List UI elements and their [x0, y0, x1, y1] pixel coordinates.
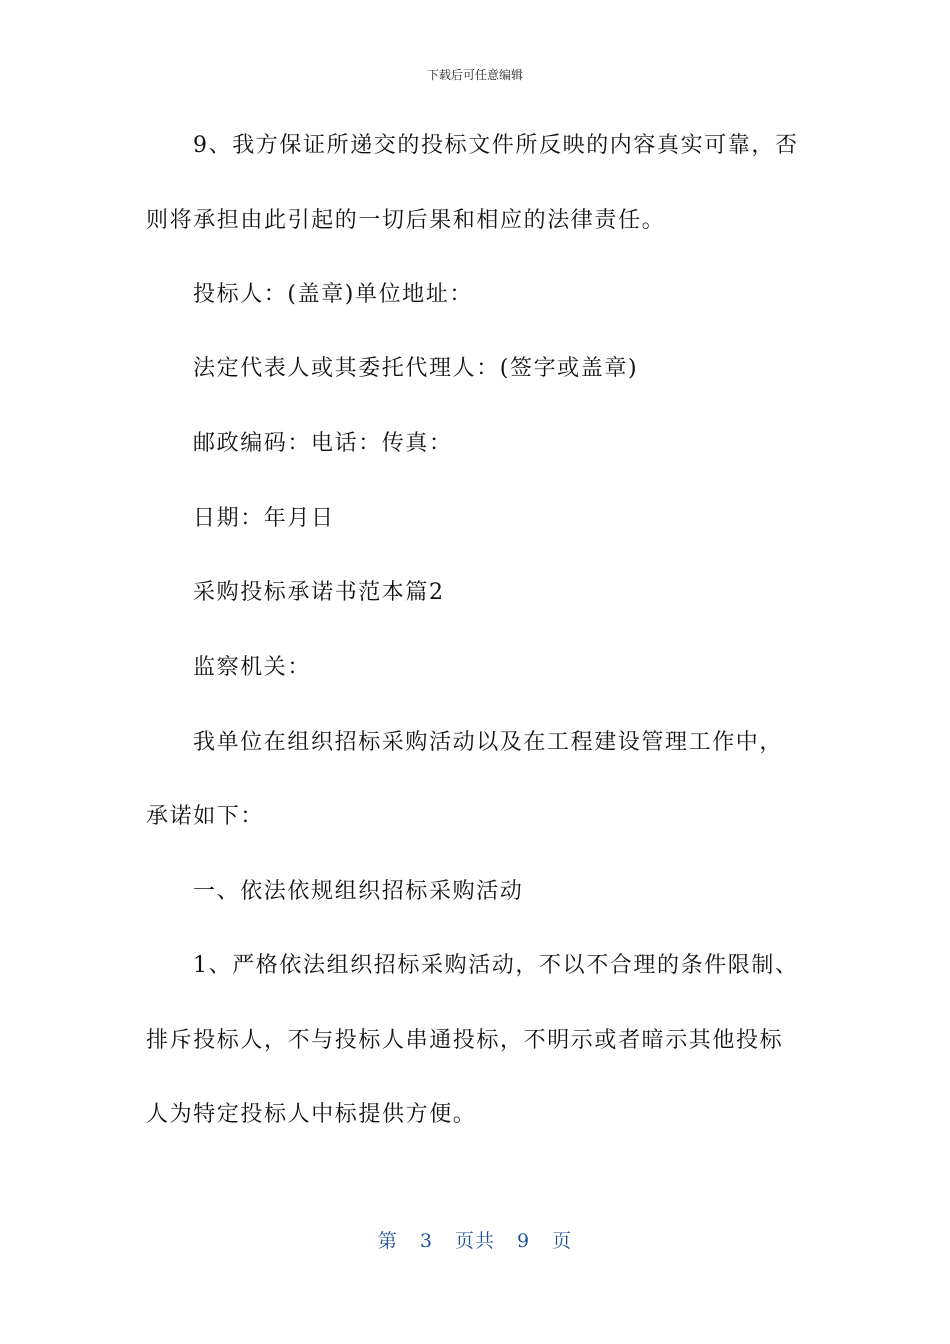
footer-prefix: 第 — [377, 1230, 398, 1252]
current-page-number: 3 — [419, 1230, 433, 1252]
paragraph-line: 人为特定投标人中标提供方便。 — [146, 1102, 477, 1127]
paragraph-line: 9、我方保证所递交的投标文件所反映的内容真实可靠，否 — [193, 133, 799, 158]
paragraph-line: 邮政编码：电话：传真： — [193, 431, 453, 456]
paragraph-line: 承诺如下： — [146, 804, 265, 829]
total-pages-number: 9 — [517, 1230, 531, 1252]
paragraph-line: 日期：年月日 — [193, 506, 335, 531]
paragraph-line: 法定代表人或其委托代理人：(签字或盖章) — [193, 356, 639, 381]
footer-suffix: 页 — [552, 1230, 573, 1252]
section-heading: 采购投标承诺书范本篇2 — [193, 580, 445, 605]
paragraph-line: 监察机关： — [193, 655, 312, 680]
page-header: 下载后可任意编辑 — [426, 68, 523, 82]
paragraph-line: 排斥投标人，不与投标人串通投标，不明示或者暗示其他投标 — [146, 1028, 784, 1053]
footer-middle: 页共 — [454, 1230, 495, 1252]
paragraph-line: 则将承担由此引起的一切后果和相应的法律责任。 — [146, 208, 666, 233]
paragraph-line: 一、依法依规组织招标采购活动 — [193, 879, 524, 904]
paragraph-line: 1、严格依法组织招标采购活动，不以不合理的条件限制、 — [193, 953, 799, 978]
paragraph-line: 我单位在组织招标采购活动以及在工程建设管理工作中， — [193, 730, 784, 755]
page-footer — [0, 1226, 950, 1253]
paragraph-line: 投标人：(盖章)单位地址： — [193, 282, 473, 307]
